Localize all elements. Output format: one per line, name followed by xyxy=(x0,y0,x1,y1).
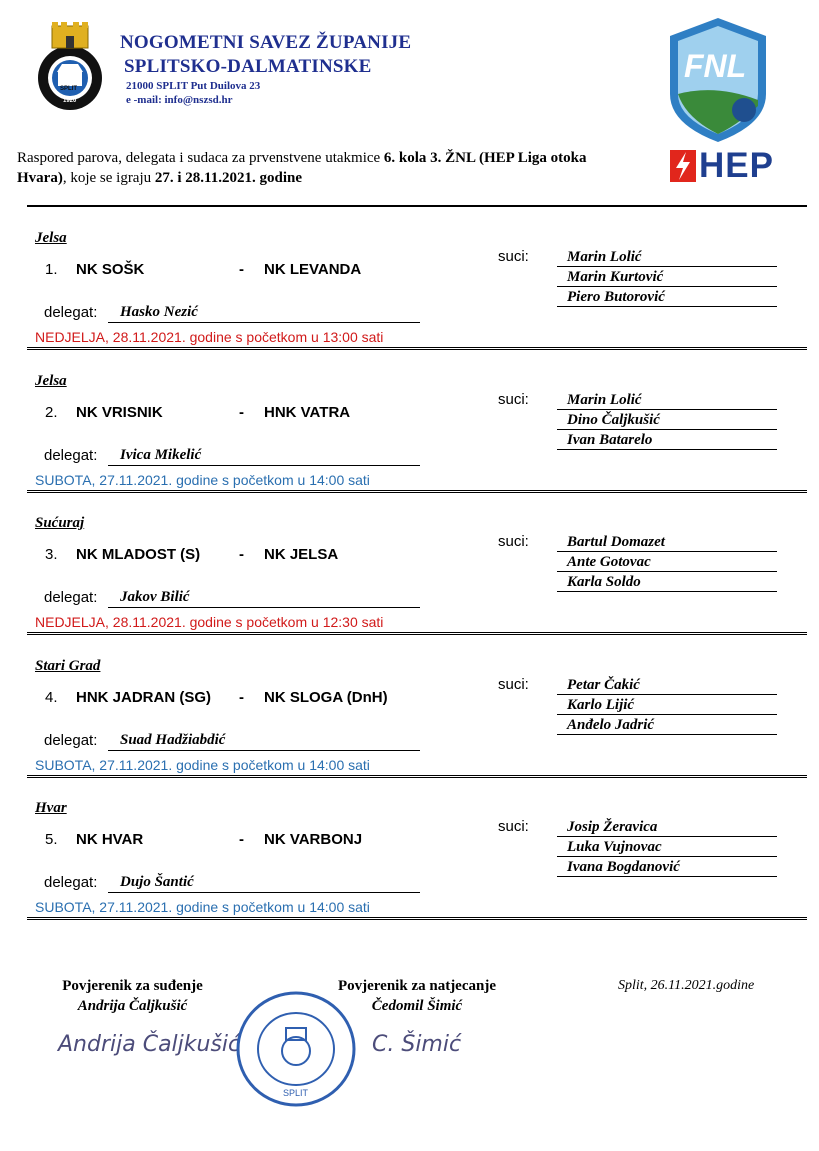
match-datetime: SUBOTA, 27.11.2021. godine s početkom u 14:00 sati xyxy=(35,757,370,773)
referee-name: Bartul Domazet xyxy=(557,533,777,552)
match-dash: - xyxy=(239,546,244,563)
hep-logo xyxy=(670,146,776,185)
referees-label: suci: xyxy=(498,248,529,265)
referee-name: Dino Čaljkušić xyxy=(557,411,777,430)
match-divider xyxy=(27,632,807,635)
match-datetime: NEDJELJA, 28.11.2021. godine s početkom u 13:00 sati xyxy=(35,329,384,345)
referees-label: suci: xyxy=(498,533,529,550)
match-number: 5. xyxy=(45,831,58,848)
referees-label: suci: xyxy=(498,676,529,693)
delegate-name: Hasko Nezić xyxy=(108,303,420,323)
referee-name: Marin Kurtović xyxy=(557,268,777,287)
referee-name: Ivana Bogdanović xyxy=(557,858,777,877)
delegate-name: Suad Hadžiabdić xyxy=(108,731,420,751)
delegate-name: Dujo Šantić xyxy=(108,873,420,893)
match-number: 4. xyxy=(45,689,58,706)
competition-commissioner-name: Čedomil Šimić xyxy=(371,998,463,1014)
match-dash: - xyxy=(239,831,244,848)
place-date: Split, 26.11.2021.godine xyxy=(618,978,755,993)
away-team: NK VARBONJ xyxy=(264,831,363,848)
nszsd-crest-logo xyxy=(30,22,110,112)
referee-name: Anđelo Jadrić xyxy=(557,716,777,735)
match-dash: - xyxy=(239,404,244,421)
match-divider xyxy=(27,917,807,920)
match-dash: - xyxy=(239,689,244,706)
fnl-logo-text: FNL xyxy=(684,48,747,84)
competition-commissioner-signature: C. Šimić xyxy=(372,1032,462,1057)
delegate-label: delegat: xyxy=(44,732,98,749)
header-divider xyxy=(27,205,807,207)
match-venue: Jelsa xyxy=(35,373,67,389)
delegate-label: delegat: xyxy=(44,304,98,321)
match-datetime: SUBOTA, 27.11.2021. godine s početkom u 14:00 sati xyxy=(35,472,370,488)
delegate-label: delegat: xyxy=(44,874,98,891)
match-datetime: NEDJELJA, 28.11.2021. godine s početkom u 12:30 sati xyxy=(35,614,384,630)
match-venue: Sućuraj xyxy=(35,515,85,531)
away-team: NK JELSA xyxy=(264,546,339,563)
match-dash: - xyxy=(239,261,244,278)
away-team: HNK VATRA xyxy=(264,404,351,421)
match-divider xyxy=(27,347,807,350)
hep-logo-text: HEP xyxy=(699,146,774,185)
delegate-name: Ivica Mikelić xyxy=(108,446,420,466)
referees-label: suci: xyxy=(498,818,529,835)
match-venue: Stari Grad xyxy=(35,658,101,674)
match-number: 3. xyxy=(45,546,58,563)
referee-name: Marin Lolić xyxy=(557,248,777,267)
org-name-line1: NOGOMETNI SAVEZ ŽUPANIJE xyxy=(120,32,412,53)
intro-round-league: 6. kola 3. ŽNL (HEP Liga otoka Hvara) xyxy=(17,150,587,186)
delegate-label: delegat: xyxy=(44,589,98,606)
match-venue: Hvar xyxy=(35,800,67,816)
org-email: e -mail: info@nszsd.hr xyxy=(126,94,233,106)
intro-dates: 27. i 28.11.2021. godine xyxy=(154,170,302,186)
referee-name: Marin Lolić xyxy=(557,391,777,410)
home-team: NK HVAR xyxy=(76,831,144,848)
home-team: NK SOŠK xyxy=(76,261,145,278)
referee-name: Karlo Lijić xyxy=(557,696,777,715)
delegate-label: delegat: xyxy=(44,447,98,464)
match-number: 2. xyxy=(45,404,58,421)
org-name-line2: SPLITSKO-DALMATINSKE xyxy=(124,56,372,77)
referee-name: Luka Vujnovac xyxy=(557,838,777,857)
referee-name: Karla Soldo xyxy=(557,573,777,592)
org-address: 21000 SPLIT Put Duilova 23 xyxy=(126,80,261,92)
referees-label: suci: xyxy=(498,391,529,408)
referee-name: Petar Čakić xyxy=(557,676,777,695)
referee-commissioner-title: Povjerenik za suđenje xyxy=(62,978,203,994)
home-team: HNK JADRAN (SG) xyxy=(76,689,211,706)
intro-text-1: Raspored parova, delegata i sudaca za prvenstvene utakmice xyxy=(17,150,384,166)
referee-commissioner-signature: Andrija Čaljkušić xyxy=(58,1032,241,1057)
home-team: NK MLADOST (S) xyxy=(76,546,201,563)
away-team: NK LEVANDA xyxy=(264,261,362,278)
away-team: NK SLOGA (DnH) xyxy=(264,689,388,706)
match-datetime: SUBOTA, 27.11.2021. godine s početkom u 14:00 sati xyxy=(35,899,370,915)
match-venue: Jelsa xyxy=(35,230,67,246)
intro-paragraph xyxy=(17,148,617,188)
stamp-city: SPLIT xyxy=(283,1088,309,1098)
crest-year-text: 1920 xyxy=(63,98,77,104)
competition-commissioner-title: Povjerenik za natjecanje xyxy=(337,978,496,994)
match-divider xyxy=(27,775,807,778)
referee-name: Ivan Batarelo xyxy=(557,431,777,450)
crest-city-text: SPLIT xyxy=(60,86,78,92)
referee-name: Piero Butorović xyxy=(557,288,777,307)
referee-name: Josip Žeravica xyxy=(557,818,777,837)
match-number: 1. xyxy=(45,261,58,278)
home-team: NK VRISNIK xyxy=(76,404,163,421)
match-divider xyxy=(27,490,807,493)
delegate-name: Jakov Bilić xyxy=(108,588,420,608)
referee-name: Ante Gotovac xyxy=(557,553,777,572)
referee-commissioner-name: Andrija Čaljkušić xyxy=(77,998,188,1014)
fnl-logo xyxy=(666,14,770,144)
intro-text-2: , koje se igraju xyxy=(62,170,155,186)
